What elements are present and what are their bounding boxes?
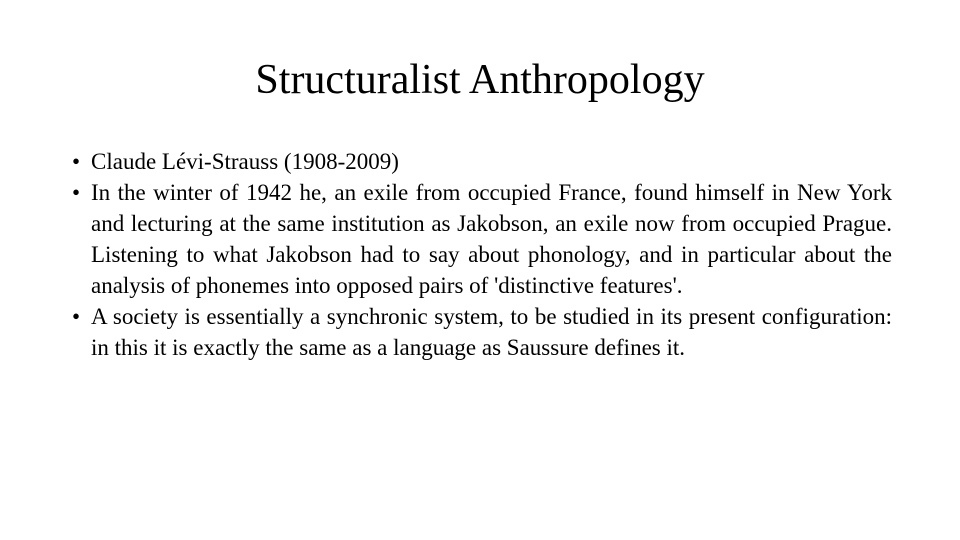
bullet-icon: • (72, 304, 81, 329)
bullet-icon: • (72, 149, 81, 174)
bullet-item (72, 146, 892, 177)
bullet-icon: • (72, 180, 81, 205)
bullet-item (72, 177, 892, 301)
bullet-text: In the winter of 1942 he, an exile from occupied France, found himself in New York and lecturing at the same institution as Jakobson, an exile now from occupied Prague. Listening to what Jakobson had to say about phonology, and in particular about the analysis of phonemes into opposed pairs of 'distinctive features'. (91, 180, 892, 298)
bullet-text: Claude Lévi-Strauss (1908-2009) (91, 149, 399, 174)
bullet-text: A society is essentially a synchronic system, to be studied in its present configuration: in this it is exactly the same as a language as Saussure defines it. (91, 304, 892, 360)
bullet-item (72, 301, 892, 363)
slide-title: Structuralist Anthropology (255, 57, 705, 103)
bullet-list (72, 146, 892, 363)
